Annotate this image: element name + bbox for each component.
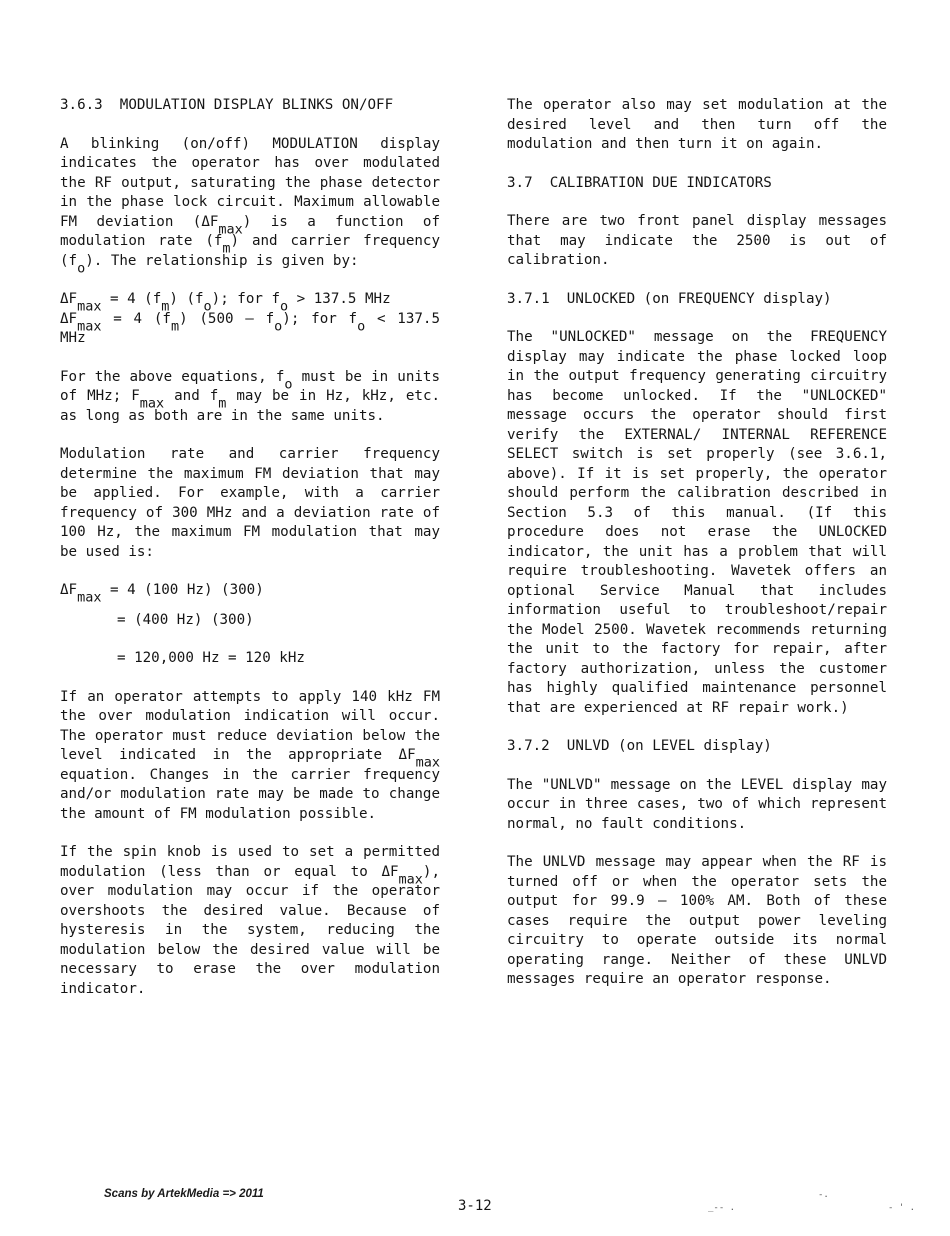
scan-speck: -. — [818, 1190, 829, 1200]
text-run: ) (500 – f — [179, 310, 275, 327]
subscript: o — [357, 317, 366, 334]
text-run: ), over modulation may occur if the operator overshoots the desired value. Because of hysteresis in the system, reducing the modulation below the desired value will be necessary to erase the over modulation indicator. — [60, 863, 440, 997]
text-run: > 137.5 MHz — [288, 291, 391, 307]
paragraph-units — [60, 368, 440, 427]
text-run: ΔF — [60, 291, 78, 307]
paragraph-calibration: There are two front panel display messages that may indicate the 2500 is out of calibration. — [507, 213, 887, 268]
text-run: = 4 (f — [101, 310, 171, 327]
section-heading-3-6-3: 3.6.3 MODULATION DISPLAY BLINKS ON/OFF — [60, 97, 394, 113]
page-number: 3-12 — [458, 1198, 492, 1214]
right-column — [507, 96, 887, 1009]
section-heading-3-7: 3.7 CALIBRATION DUE INDICATORS — [507, 174, 772, 191]
paragraph-unlvd: The "UNLVD" message on the LEVEL display may occur in three cases, two of which represent normal, no fault conditions. — [507, 776, 887, 832]
paragraph-over-modulation — [60, 688, 440, 825]
section-heading-3-7-2: 3.7.2 UNLVD (on LEVEL display) — [507, 738, 772, 754]
paragraph-unlocked: The "UNLOCKED" message on the FREQUENCY display may indicate the phase locked loop in the output frequency generating circuitry has become unlocked. If the "UNLOCKED" message occurs the operator should first verify the EXTERNAL/ INTERNAL REFERENCE SELECT switch is set properly (see 3.6.1, above). If it is set properly, the operator should perform the calibration described in Section 5.3 of this manual. (If this procedure does not erase the UNLOCKED indicator, the unit has a problem that will require troubleshooting. Wavetek offers an optional Service Manual that includes information useful to troubleshoot/repair the Model 2500. Wavetek recommends returning the unit to the factory for repair, after factory authorization, unless the customer has highly qualified maintenance personnel that are experienced at RF repair work.) — [507, 329, 887, 716]
subscript: m — [218, 395, 227, 412]
subscript: max — [77, 589, 102, 606]
subscript: m — [170, 317, 180, 334]
left-column — [60, 96, 440, 1018]
equation-1 — [60, 290, 440, 315]
subscript: max — [77, 317, 102, 334]
example-equation-2: = (400 Hz) (300) — [117, 611, 254, 628]
scan-speck: _-- . — [708, 1203, 736, 1213]
equation-2 — [60, 310, 440, 349]
paragraph-unlvd-appear: The UNLVD message may appear when the RF is turned off or when the operator sets the output for 99.9 – 100% AM. Both of these cases require the output power leveling circuitry to operate outside its normal operating range. Neither of these UNLVD messages require an operator response. — [507, 854, 887, 987]
example-equation-3: = 120,000 Hz = 120 kHz — [117, 650, 305, 666]
text-run: ΔF — [60, 582, 78, 598]
example-equation-1 — [60, 581, 440, 606]
text-run: A blinking (on/off) MODULATION display indicates the operator has over modulated the RF output, saturating the phase detector in the phase lock circuit. Maximum allowable FM deviation (ΔF — [60, 135, 440, 230]
text-run: = 4 (100 Hz) (300) — [101, 582, 264, 598]
subscript: o — [203, 298, 212, 315]
paragraph-operator-set: The operator also may set modulation at the desired level and then turn off the modulation and then turn it on again. — [507, 97, 887, 152]
subscript: max — [398, 870, 423, 887]
paragraph-spin-knob — [60, 843, 440, 999]
subscript: max — [415, 754, 440, 771]
text-run: and f — [164, 388, 219, 404]
scan-speck: - ' . — [888, 1203, 916, 1213]
text-run: ); for f — [211, 291, 281, 307]
text-run: ΔF — [60, 310, 78, 327]
section-heading-3-7-1: 3.7.1 UNLOCKED (on FREQUENCY display) — [507, 290, 832, 307]
text-run: < 137.5 MHz — [60, 310, 441, 346]
text-run: may be in Hz, kHz, etc. as long as both are in the same units. — [60, 388, 441, 424]
text-run: equation. Changes in the carrier frequency and/or modulation rate may be made to change the amount of FM modulation possible. — [60, 766, 440, 822]
text-run: ) and carrier frequency (f — [60, 233, 440, 269]
subscript: m — [222, 240, 231, 257]
text-run: ); for f — [282, 310, 358, 327]
text-run: ) (f — [169, 291, 204, 307]
text-run: If the spin knob is used to set a permitted modulation (less than or equal to ΔF — [60, 844, 440, 880]
text-run: must be in units of MHz; F — [60, 368, 440, 404]
subscript: o — [284, 375, 293, 392]
subscript: max — [139, 395, 165, 412]
subscript: o — [77, 259, 86, 276]
subscript: max — [77, 298, 102, 315]
scan-credit: Scans by ArtekMedia => 2011 — [104, 1188, 264, 1200]
subscript: o — [274, 317, 283, 334]
subscript: max — [218, 220, 243, 237]
text-run: If an operator attempts to apply 140 kHz FM the over modulation indication will occur. The operator must reduce deviation below the level indicated in the appropriate ΔF — [60, 688, 440, 763]
text-run: For the above equations, f — [60, 368, 285, 385]
text-run: = 4 (f — [101, 291, 162, 307]
text-run: ) is a function of modulation rate (f — [60, 213, 440, 249]
subscript: o — [280, 298, 289, 315]
paragraph-blinking-display — [60, 135, 440, 276]
subscript: m — [161, 298, 170, 315]
paragraph-modulation-rate: Modulation rate and carrier frequency determine the maximum FM deviation that may be applied. For example, with a carrier frequency of 300 MHz and a deviation rate of 100 Hz, the maximum FM modulation that may be used is: — [60, 446, 440, 560]
text-run: ). The relationship is given by: — [85, 252, 359, 269]
